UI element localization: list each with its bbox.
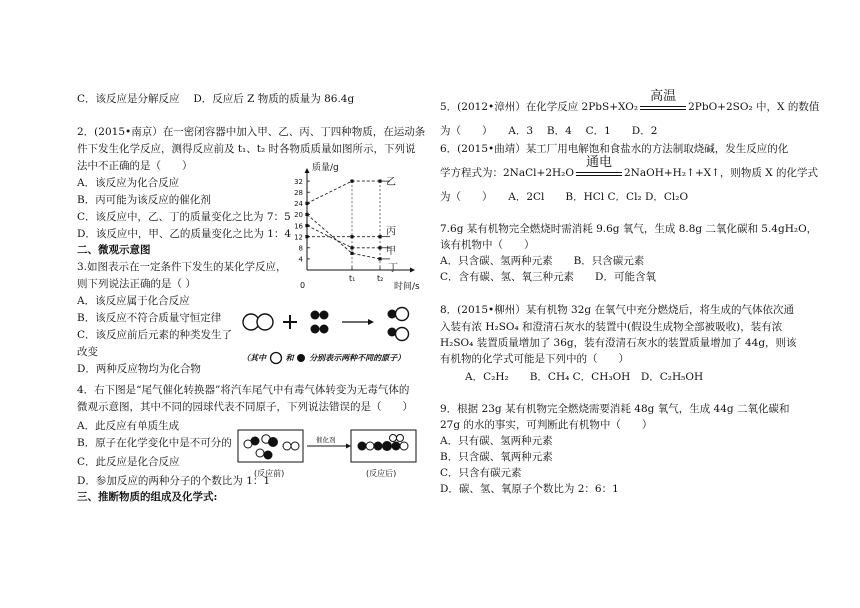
q5-condition-arrow bbox=[638, 89, 688, 114]
q3-legend-suffix: 分别表示两种不同的原子） bbox=[309, 353, 406, 363]
q5-equation-right: 2PbO+2SO₂ 中，X 的数值 bbox=[688, 101, 820, 113]
chart-data-point bbox=[305, 235, 308, 238]
chart-data-point bbox=[305, 213, 308, 216]
q6-condition-arrow bbox=[574, 155, 624, 180]
q8-stem-line2: 入装有浓 H₂SO₄ 和澄清石灰水的装置中(假设生成物全部被吸收)，装有浓 bbox=[440, 321, 783, 333]
chart-y-tick-label: 12 bbox=[294, 233, 303, 242]
q5-options: 为（ ） A．3 B．4 C．1 D．2 bbox=[440, 125, 658, 137]
q8-stem-line1: 8．(2015•柳州）某有机物 32g 在氧气中充分燃烧后，将生成的气体依次通 bbox=[440, 304, 794, 316]
chart-data-point bbox=[350, 252, 353, 255]
q3-legend-prefix: （其中 bbox=[242, 353, 266, 363]
q7-stem-line2: 该有机物中（ ） bbox=[440, 239, 535, 251]
white-atom-icon bbox=[269, 351, 283, 365]
q9-stem-line1: 9．根据 23g 某有机物完全燃烧需要消耗 48g 氧气，生成 44g 二氧化碳和 bbox=[440, 403, 790, 415]
q2-option-d: D．该反应中，甲、乙的质量变化之比为 1：4 bbox=[77, 228, 292, 240]
chart-data-point bbox=[350, 180, 353, 183]
q8-stem-line4: 有机物的化学式可能是下列中的（ ） bbox=[440, 353, 629, 365]
black-atom-icon bbox=[296, 353, 306, 363]
q4-option-d: D．参加反应的两种分子的个数比为 1：1 bbox=[77, 475, 271, 487]
chart-series-line bbox=[307, 181, 380, 203]
q4-before-label: (反应前) bbox=[254, 469, 285, 478]
q3-option-c-line1: C．该反应前后元素的种类发生了 bbox=[77, 329, 233, 341]
q3-option-d: D．两种反应物均为化合物 bbox=[77, 363, 201, 375]
chart-data-point bbox=[305, 202, 308, 205]
q3-legend-and: 和 bbox=[285, 353, 294, 363]
q3-option-b: B．该反应不符合质量守恒定律 bbox=[77, 312, 222, 324]
chart-origin-label: 0 bbox=[300, 281, 306, 290]
q6-stem-line2 bbox=[440, 155, 819, 180]
q8-stem-line3: H₂SO₄ 装置质量增加了 36g，装有澄清石灰水的装置质量增加了 44g，则该 bbox=[440, 337, 797, 349]
q5-condition-label: 高温 bbox=[650, 89, 677, 104]
q7-options-cd: C．含有碳、氢、氧三种元素 D．可能含氧 bbox=[440, 271, 656, 283]
chart-x-tick-label: t₂ bbox=[377, 274, 384, 283]
q4-option-a: A．此反应有单质生成 bbox=[77, 420, 180, 432]
q9-stem-line2: 27g 的水的事实，可判断此有机物中（ ） bbox=[440, 419, 653, 431]
q4-option-b: B．原子在化学变化中是不可分的 bbox=[77, 437, 232, 449]
chart-data-point bbox=[350, 246, 353, 249]
chart-y-tick-label: 32 bbox=[294, 177, 303, 186]
q6-equation-right: 2NaOH+H₂↑+X↑，则物质 X 的化学式 bbox=[623, 167, 819, 179]
q9-option-c: C．只含有碳元素 bbox=[440, 467, 522, 479]
q6-equation-left: 学方程式为：2NaCl+2H₂O bbox=[440, 167, 574, 179]
q9-option-a: A．只有碳、氢两种元素 bbox=[440, 435, 553, 447]
q5-stem-line1 bbox=[440, 89, 820, 114]
chart-y-axis-arrow bbox=[305, 168, 310, 173]
q6-equals-sign bbox=[576, 172, 622, 176]
chart-y-tick-label: 24 bbox=[294, 200, 303, 209]
chart-y-tick-label: 4 bbox=[298, 255, 303, 264]
q5-equals-sign bbox=[640, 106, 686, 110]
chart-x-tick-label: t₁ bbox=[349, 274, 356, 283]
chart-data-point bbox=[305, 224, 308, 227]
chart-x-axis-arrow bbox=[410, 268, 415, 273]
q2-option-c: C．该反应中，乙、丁的质量变化之比为 7：5 bbox=[77, 211, 291, 223]
q8-options: A．C₂H₂ B．CH₄ C．CH₃OH D．C₂H₅OH bbox=[465, 371, 704, 383]
q6-stem-line1: 6．(2015•曲靖）某工厂用电解饱和食盐水的方法制取烧碱，发生反应的化 bbox=[440, 143, 789, 155]
q7-options-ab: A．只含碳、氢两种元素 B．只含碳元素 bbox=[440, 255, 645, 267]
q3-option-c-line2: 改变 bbox=[77, 346, 98, 358]
q6-condition-label: 通电 bbox=[585, 155, 612, 170]
q3-stem-line2: 则下列说法正确的是（ ） bbox=[77, 278, 196, 290]
mass-time-chart bbox=[282, 158, 442, 294]
q4-catalyst-label: 催化剂 bbox=[316, 436, 336, 444]
q4-option-c: C．此反应是化合反应 bbox=[77, 456, 180, 468]
chart-y-tick-label: 28 bbox=[294, 189, 303, 198]
q6-options: 为（ ） A．2Cl B．HCl C．Cl₂ D．Cl₂O bbox=[440, 191, 689, 203]
chart-series-label: 甲 bbox=[386, 245, 396, 257]
q4-converter-diagram bbox=[238, 422, 418, 484]
chart-series-label: 丁 bbox=[388, 262, 398, 274]
chart-series-label: 丙 bbox=[386, 226, 396, 238]
chart-ylabel: 质量/g bbox=[312, 163, 339, 173]
chart-y-tick-label: 20 bbox=[294, 211, 303, 220]
q3-stem-line1: 3.如图表示在一定条件下发生的某化学反应， bbox=[77, 261, 287, 273]
q2-option-b: B．丙可能为该反应的催化剂 bbox=[77, 194, 211, 206]
q3-legend bbox=[242, 351, 405, 366]
chart-xlabel: 时间/s bbox=[394, 282, 420, 292]
q4-after-label: (反应后) bbox=[366, 469, 397, 478]
q1-option-cd: C．该反应是分解反应 D．反应后 Z 物质的质量为 86.4g bbox=[77, 93, 355, 105]
q7-stem-line1: 7.6g 某有机物完全燃烧时需消耗 9.6g 氧气，生成 8.8g 二氧化碳和 5.4gH₂O， bbox=[440, 223, 818, 235]
q2-stem-line3: 法中不正确的是（ ） bbox=[77, 160, 193, 172]
section-2-heading: 二、微观示意图 bbox=[77, 244, 151, 256]
q5-equation-left: 5．(2012•漳州）在化学反应 2PbS+XO₂ bbox=[440, 101, 639, 113]
chart-series-label: 乙 bbox=[386, 177, 396, 189]
chart-y-tick-label: 8 bbox=[298, 244, 303, 253]
q3-option-a: A．该反应属于化合反应 bbox=[77, 295, 190, 307]
q9-option-b: B．只含碳、氧两种元素 bbox=[440, 451, 553, 463]
q4-stem-line2: 微观示意图，其中不同的园球代表不同原子，下列说法错误的是（ ） bbox=[77, 401, 413, 413]
q9-option-d: D．碳、氢、氧原子个数比为 2：6：1 bbox=[440, 483, 619, 495]
chart-data-point bbox=[350, 235, 353, 238]
q2-stem-line1: 2．(2015•南京）在一密闭容器中加入甲、乙、丙、丁四种物质，在运动条 bbox=[77, 126, 426, 138]
section-3-heading: 三、推断物质的组成及化学式: bbox=[77, 491, 218, 503]
q4-stem-line1: 4．右下图是“尾气催化转换器”将汽车尾气中有毒气体转变为无毒气体的 bbox=[77, 384, 410, 396]
q2-stem-line2: 件下发生化学反应，测得反应前及 t₁、t₂ 时各物质质量如图所示，下列说 bbox=[77, 143, 416, 155]
chart-y-tick-label: 16 bbox=[294, 222, 303, 231]
q2-option-a: A．该反应为化合反应 bbox=[77, 177, 180, 189]
q3-reaction-diagram bbox=[240, 305, 420, 355]
